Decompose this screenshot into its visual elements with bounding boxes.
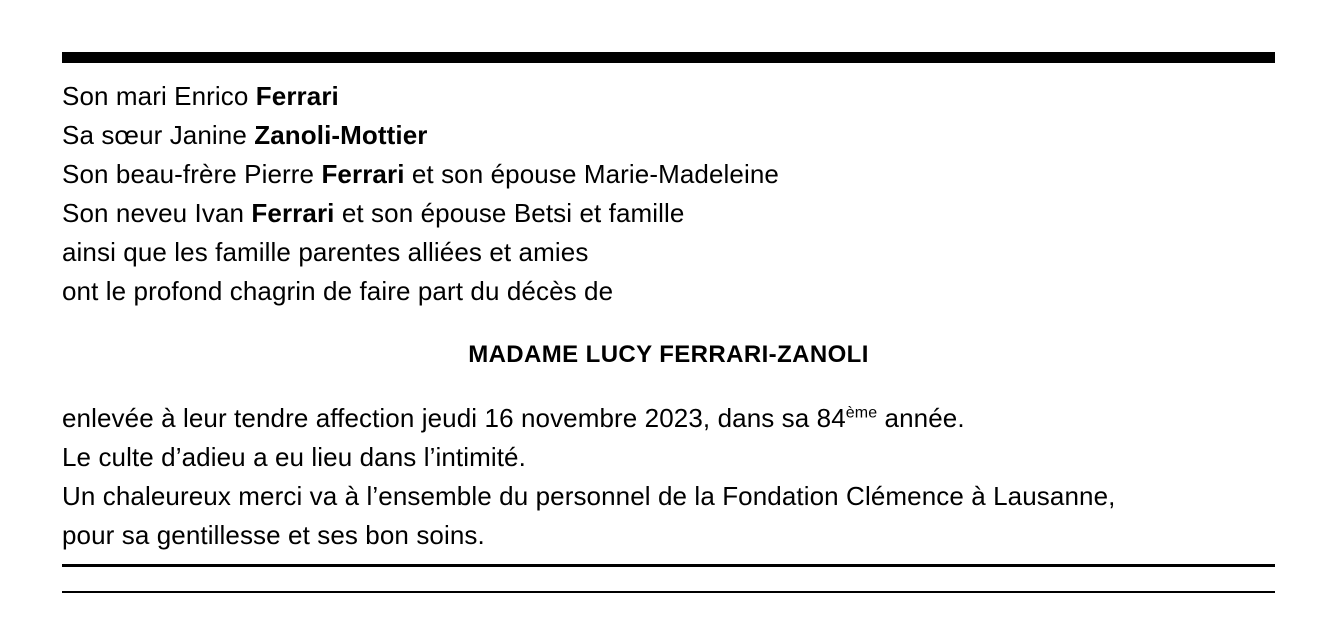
family-line-prefix: Son neveu Ivan: [62, 198, 252, 228]
closing-line-prefix: Le culte d’adieu a eu lieu dans l’intimité.: [62, 442, 526, 472]
deceased-name: MADAME LUCY FERRARI-ZANOLI: [468, 341, 869, 368]
ordinal-suffix: ème: [845, 404, 878, 422]
family-line-surname: Ferrari: [321, 159, 405, 189]
family-block: [62, 63, 1275, 311]
family-line-prefix: Sa sœur Janine: [62, 120, 255, 150]
family-line: [62, 116, 1275, 155]
family-line: [62, 194, 1275, 233]
family-line-prefix: ont le profond chagrin de faire part du décès de: [62, 276, 614, 306]
family-line-surname: Ferrari: [251, 198, 335, 228]
bottom-divider: [62, 564, 1275, 567]
family-line-suffix: et son épouse Betsi et famille: [334, 198, 685, 228]
family-line-prefix: Son mari Enrico: [62, 81, 256, 111]
family-line: [62, 77, 1275, 116]
closing-line-prefix: pour sa gentillesse et ses bon soins.: [62, 520, 485, 550]
family-line-prefix: Son beau-frère Pierre: [62, 159, 322, 189]
top-divider: [62, 52, 1275, 63]
family-line-surname: Zanoli-Mottier: [254, 120, 428, 150]
family-line-prefix: ainsi que les famille parentes alliées et amies: [62, 237, 589, 267]
footer-divider: [62, 591, 1275, 593]
family-line: [62, 233, 1275, 272]
closing-line-suffix: année.: [877, 403, 965, 433]
closing-block: [62, 399, 1275, 555]
death-notice: [62, 52, 1275, 593]
family-line-surname: Ferrari: [255, 81, 339, 111]
closing-line: [62, 516, 1275, 555]
family-line: [62, 155, 1275, 194]
closing-line-prefix: Un chaleureux merci va à l’ensemble du personnel de la Fondation Clémence à Lausanne,: [62, 481, 1116, 511]
closing-line: [62, 438, 1275, 477]
family-line: [62, 272, 1275, 311]
closing-line-prefix: enlevée à leur tendre affection jeudi 16 novembre 2023, dans sa 84: [62, 403, 846, 433]
closing-line: [62, 399, 1275, 438]
closing-line: [62, 477, 1275, 516]
family-line-suffix: et son épouse Marie-Madeleine: [404, 159, 779, 189]
